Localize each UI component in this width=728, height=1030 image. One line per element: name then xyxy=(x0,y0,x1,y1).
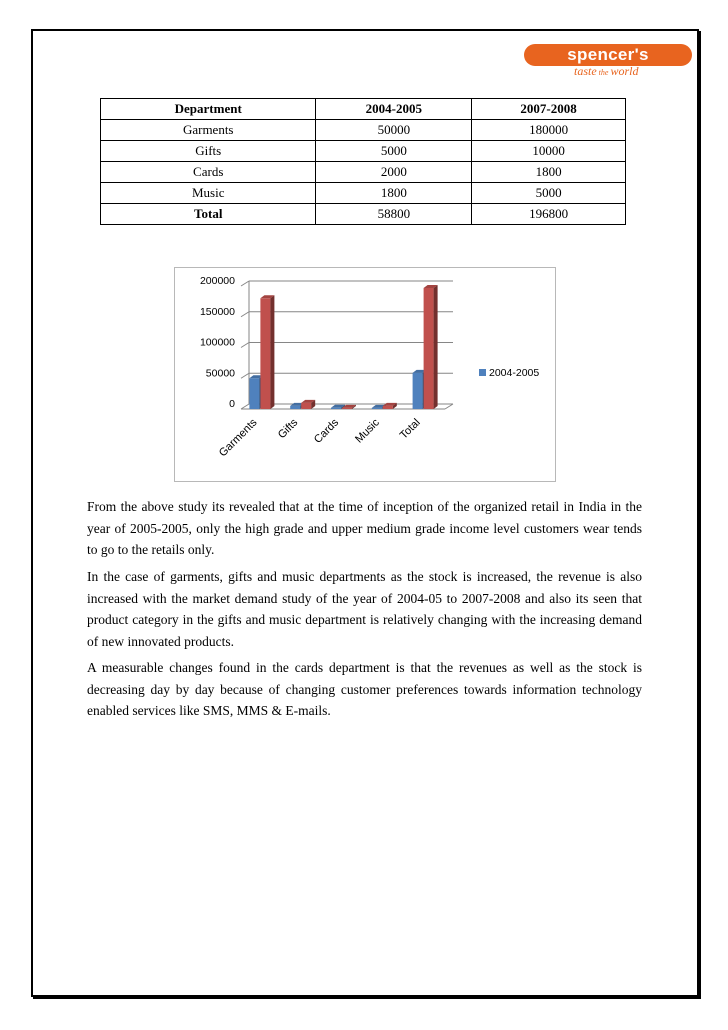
cell-department: Cards xyxy=(101,162,316,183)
table-row xyxy=(101,120,626,141)
paragraph-3: A measurable changes found in the cards department is that the revenues as well as the stock is decreasing day by day because of changing customer preferences towards information technology enabled services like SMS, MMS & E-mails. xyxy=(87,660,642,718)
gridline-depth xyxy=(241,312,249,317)
bar xyxy=(424,288,434,409)
cell-2007-2008: 1800 xyxy=(472,162,626,183)
bar xyxy=(301,403,311,409)
header-2004-2005: 2004-2005 xyxy=(316,99,472,120)
cell-2007-2008: 196800 xyxy=(472,204,626,225)
cell-2007-2008: 10000 xyxy=(472,141,626,162)
gridline-depth xyxy=(241,373,249,378)
cell-2004-2005: 2000 xyxy=(316,162,472,183)
x-tick-label: Total xyxy=(397,416,423,442)
cell-2004-2005: 5000 xyxy=(316,141,472,162)
table-header-row xyxy=(101,99,626,120)
spencers-logo xyxy=(518,44,694,82)
bar-chart xyxy=(175,268,555,481)
gridline-depth xyxy=(241,281,249,286)
y-tick-label: 0 xyxy=(229,398,235,410)
y-tick-label: 150000 xyxy=(199,305,235,318)
cell-department: Total xyxy=(101,204,316,225)
y-tick-label: 100000 xyxy=(199,336,235,349)
department-table xyxy=(100,98,626,225)
x-tick-label: Music xyxy=(353,416,382,446)
floor-right-edge xyxy=(445,404,453,409)
cell-2004-2005: 58800 xyxy=(316,204,472,225)
bar xyxy=(331,408,341,409)
cell-2004-2005: 50000 xyxy=(316,120,472,141)
bar xyxy=(260,298,270,409)
paragraph-1: From the above study its revealed that at the time of inception of the organized retail in India in the year of 2005-2005, only the high grade and upper medium grade income level customers wear tends to go to the retails only. xyxy=(87,499,642,557)
table-row-total xyxy=(101,204,626,225)
bar xyxy=(249,378,259,409)
chart-frame xyxy=(174,267,556,482)
x-tick-label: Gifts xyxy=(275,416,301,442)
tagline-taste: taste xyxy=(574,64,597,78)
gridline-depth xyxy=(241,343,249,348)
bar xyxy=(372,408,382,409)
table-row xyxy=(101,162,626,183)
header-2007-2008: 2007-2008 xyxy=(472,99,626,120)
cell-department: Gifts xyxy=(101,141,316,162)
paragraph-2: In the case of garments, gifts and music departments as the stock is increased, the revenue is also increased with the market demand study of the year of 2004-05 to 2007-2008 and also its seen that product category in the gifts and music department is relatively changing with the increasing demand of new innovated products. xyxy=(87,569,642,649)
tagline-world: world xyxy=(610,64,639,78)
y-tick-label: 200000 xyxy=(199,275,235,287)
legend-label: 2004-2005 xyxy=(489,367,540,379)
bar xyxy=(290,406,300,409)
y-tick-label: 50000 xyxy=(205,367,235,380)
cell-2007-2008: 180000 xyxy=(472,120,626,141)
logo-brand: spencer's xyxy=(567,45,649,64)
logo-badge xyxy=(524,44,692,66)
cell-2004-2005: 1800 xyxy=(316,183,472,204)
tagline-the: the xyxy=(598,68,609,77)
cell-department: Garments xyxy=(101,120,316,141)
table-row xyxy=(101,141,626,162)
header-department: Department xyxy=(101,99,316,120)
logo-tagline xyxy=(574,64,638,79)
legend-swatch xyxy=(479,369,486,376)
bar xyxy=(413,373,423,409)
bar xyxy=(342,408,352,409)
cell-department: Music xyxy=(101,183,316,204)
table-row xyxy=(101,183,626,204)
x-tick-label: Cards xyxy=(311,416,342,446)
bar xyxy=(383,406,393,409)
gridline-depth xyxy=(241,404,249,409)
x-tick-label: Garments xyxy=(216,416,260,460)
bar-side xyxy=(434,285,438,409)
cell-2007-2008: 5000 xyxy=(472,183,626,204)
bar-side xyxy=(270,295,274,409)
